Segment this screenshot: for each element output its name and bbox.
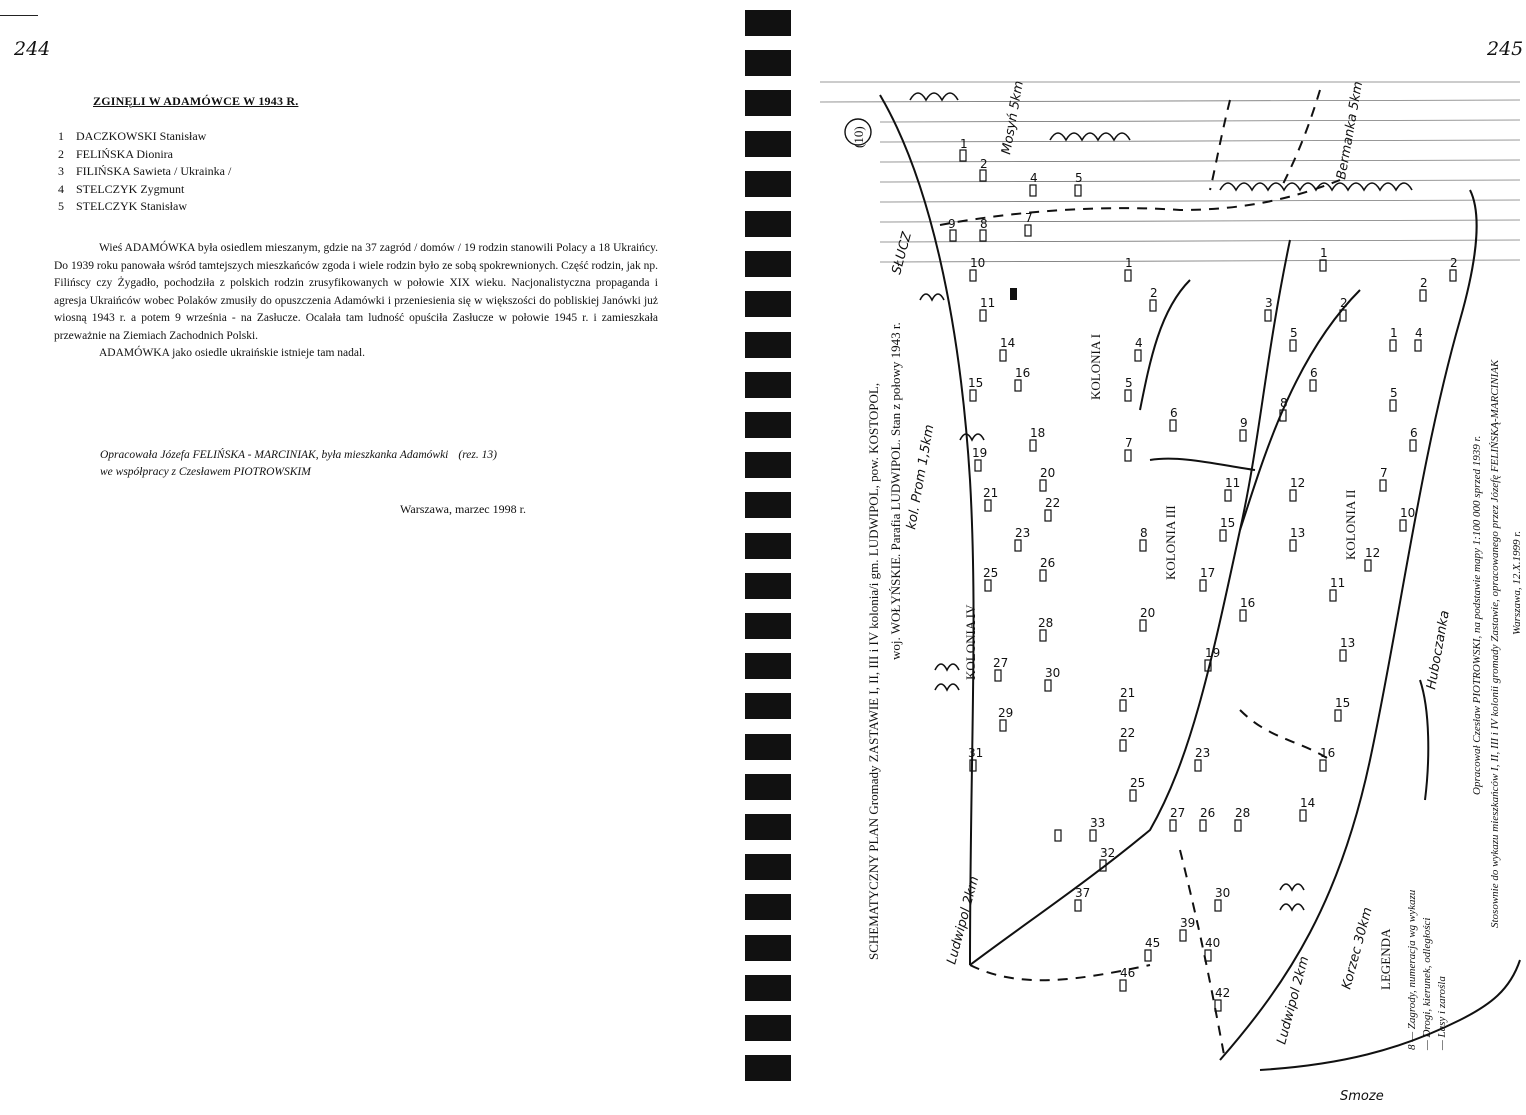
list-item: 2 FELIŃSKA Dionira	[58, 146, 173, 161]
homestead-numbers	[948, 137, 1458, 1000]
svg-text:21: 21	[1120, 686, 1136, 700]
binding-ring	[745, 131, 791, 157]
svg-text:22: 22	[1120, 726, 1136, 740]
svg-text:5: 5	[1075, 171, 1083, 185]
svg-text:11: 11	[1330, 576, 1346, 590]
forest-icon	[1280, 884, 1304, 910]
forest-icon	[920, 294, 944, 300]
place-label: Mosyń 5km	[999, 79, 1027, 156]
binding-ring	[745, 613, 791, 639]
forest-icon	[1220, 183, 1412, 190]
svg-text:42: 42	[1215, 986, 1231, 1000]
svg-text:16: 16	[1015, 366, 1031, 380]
binding-ring	[745, 814, 791, 840]
svg-text:27: 27	[993, 656, 1009, 670]
author-line: Warszawa, 12.X.1999 r.	[1511, 530, 1523, 635]
credit-note: (rez. 13)	[458, 449, 497, 461]
svg-text:7: 7	[1380, 466, 1388, 480]
binding-ring	[745, 10, 791, 36]
svg-text:45: 45	[1145, 936, 1161, 950]
svg-text:32: 32	[1100, 846, 1116, 860]
svg-text:28: 28	[1235, 806, 1251, 820]
binding-ring	[745, 492, 791, 518]
svg-text:6: 6	[1310, 366, 1318, 380]
legend-item: 8 — Zagrody, numeracja wg wykazu	[1406, 889, 1418, 1050]
place-date: Warszawa, marzec 1998 r.	[400, 502, 526, 516]
svg-text:29: 29	[998, 706, 1014, 720]
svg-text:2: 2	[1450, 256, 1458, 270]
svg-text:46: 46	[1120, 966, 1136, 980]
binding-ring	[745, 1015, 791, 1041]
page-number-left: 244	[14, 38, 51, 60]
map-title	[845, 119, 903, 960]
binding-ring	[745, 975, 791, 1001]
colony-label: KOLONIA II	[1343, 489, 1358, 560]
svg-text:1: 1	[1125, 256, 1133, 270]
svg-text:11: 11	[980, 296, 996, 310]
binding-ring	[745, 573, 791, 599]
svg-text:30: 30	[1215, 886, 1231, 900]
svg-text:14: 14	[1000, 336, 1016, 350]
author-line: Stosownie do wykazu mieszkańców I, II, III i IV kolonii gromady Zastawie, opracowanego przez Józefę FELIŃSKĄ-MARCINIAK	[1489, 359, 1501, 928]
svg-text:10: 10	[970, 256, 986, 270]
svg-text:13: 13	[1290, 526, 1306, 540]
binding-ring	[745, 90, 791, 116]
place-label: Ludwipol 2km	[944, 874, 983, 967]
place-label: Huboczanka	[1424, 609, 1453, 691]
svg-text:20: 20	[1040, 466, 1056, 480]
body-text	[54, 240, 658, 363]
svg-text:26: 26	[1200, 806, 1216, 820]
binding-ring	[745, 251, 791, 277]
page-number-right: 245	[1487, 38, 1524, 60]
binding-ring	[745, 171, 791, 197]
credit-line: Opracowała Józefa FELIŃSKA - MARCINIAK, była mieszkanka Adamówki	[100, 449, 449, 461]
binding-ring	[745, 854, 791, 880]
svg-text:13: 13	[1340, 636, 1356, 650]
forest-icon	[1050, 133, 1130, 140]
svg-text:5: 5	[1290, 326, 1298, 340]
svg-text:11: 11	[1225, 476, 1241, 490]
marked-homestead	[1010, 288, 1017, 300]
list-item: 3 FILIŃSKA Sawieta / Ukrainka /	[58, 164, 232, 178]
binding-ring	[745, 653, 791, 679]
binding-ring	[745, 372, 791, 398]
svg-text:27: 27	[1170, 806, 1186, 820]
place-label: Smoze	[1340, 1089, 1384, 1104]
svg-text:4: 4	[1415, 326, 1423, 340]
svg-text:18: 18	[1030, 426, 1046, 440]
svg-text:2: 2	[1420, 276, 1428, 290]
svg-text:15: 15	[1220, 516, 1236, 530]
binding-ring	[745, 533, 791, 559]
svg-text:17: 17	[1200, 566, 1216, 580]
svg-text:7: 7	[1025, 211, 1033, 225]
svg-text:19: 19	[972, 446, 988, 460]
svg-text:2: 2	[980, 157, 988, 171]
binding-ring	[745, 894, 791, 920]
author-line: Opracował Czesław PIOTROWSKI, na podstawie mapy 1:100 000 sprzed 1939 r.	[1471, 435, 1483, 795]
svg-text:9: 9	[1240, 416, 1248, 430]
svg-text:12: 12	[1365, 546, 1381, 560]
svg-text:8: 8	[1140, 526, 1148, 540]
place-label: Bermanka 5km	[1334, 80, 1367, 181]
svg-text:14: 14	[1300, 796, 1316, 810]
svg-text:2: 2	[1340, 296, 1348, 310]
list-item: 4 STELCZYK Zygmunt	[58, 181, 185, 196]
place-label: SŁUCZ	[889, 230, 916, 277]
binding-ring	[745, 693, 791, 719]
author-note	[1471, 359, 1523, 928]
binding-ring	[745, 935, 791, 961]
credit	[100, 447, 497, 481]
svg-text:28: 28	[1038, 616, 1054, 630]
paragraph: Wieś ADAMÓWKA była osiedlem mieszanym, gdzie na 37 zagród / domów / 19 rodzin stanowili Polacy a 18 Ukraińcy. Do 1939 roku panowała wśród tamtejszych mieszkańców zgoda i wiele rodzin było ze sobą spokrewnionych. Część rodzin, jak np. Filińscy czy Żygadło, pochodziła z polskich rodzin zrusyfikowanych w połowie XIX wieku. Nacjonalistyczna propaganda i agresja Ukraińców wobec Polaków zmusiły do opuszczenia Adamówki i przeniesienia się w większości do pobliskiej Janówki już wiosną 1943 r. a potem 9 września - na Zasłucze. Ocalała tam ludność opuściła Zasłucze w połowie 1945 r. i zamieszkała przeważnie na Ziemiach Zachodnich Polski.	[54, 242, 658, 342]
svg-text:5: 5	[1125, 376, 1133, 390]
svg-text:5: 5	[1390, 386, 1398, 400]
dashed-paths	[940, 90, 1340, 1060]
binding-ring	[745, 332, 791, 358]
svg-text:19: 19	[1205, 646, 1221, 660]
spiral-binding	[745, 10, 793, 1100]
legend-title: LEGENDA	[1378, 928, 1393, 990]
place-label: Ludwipol 2km	[1274, 954, 1313, 1047]
list-item: 1 DACZKOWSKI Stanisław	[58, 129, 207, 143]
svg-text:3: 3	[1265, 296, 1273, 310]
svg-text:1: 1	[1320, 246, 1328, 260]
list-item: 5 STELCZYK Stanisław	[58, 199, 187, 213]
svg-text:8: 8	[980, 217, 988, 231]
map-grid-lines	[820, 79, 1520, 262]
forest-icon	[910, 93, 958, 100]
svg-text:26: 26	[1040, 556, 1056, 570]
svg-text:2: 2	[1150, 286, 1158, 300]
svg-text:1: 1	[960, 137, 968, 151]
colony-label: KOLONIA I	[1088, 333, 1103, 400]
place-label: kol. Prom 1,5km	[904, 423, 938, 531]
svg-text:31: 31	[968, 746, 984, 760]
binding-ring	[745, 774, 791, 800]
binding-ring	[745, 291, 791, 317]
road-kolonia-ii-a	[1240, 290, 1360, 530]
credit-line: we współpracy z Czesławem PIOTROWSKIM	[100, 466, 311, 478]
colony-labels	[963, 334, 1358, 680]
svg-text:22: 22	[1045, 496, 1061, 510]
svg-text:6: 6	[1410, 426, 1418, 440]
page-title: ZGINĘLI W ADAMÓWCE W 1943 R.	[93, 94, 299, 108]
road-branch	[1150, 459, 1255, 470]
legend	[1378, 889, 1448, 1051]
map-title-line: woj. WOŁYŃSKIE. Parafia LUDWIPOL. Stan z połowy 1943 r.	[888, 322, 903, 660]
svg-text:23: 23	[1015, 526, 1031, 540]
legend-item: — Lasy i zarośla	[1436, 976, 1448, 1050]
svg-text:4: 4	[1030, 171, 1038, 185]
page-badge: (10)	[851, 126, 866, 148]
svg-text:15: 15	[1335, 696, 1351, 710]
svg-text:1: 1	[1390, 326, 1398, 340]
binding-ring	[745, 211, 791, 237]
forest-icon	[935, 664, 959, 690]
svg-text:37: 37	[1075, 886, 1091, 900]
binding-ring	[745, 1055, 791, 1081]
svg-text:30: 30	[1045, 666, 1061, 680]
svg-text:21: 21	[983, 486, 999, 500]
settlement-map	[820, 60, 1526, 1105]
homesteads	[950, 150, 1456, 1011]
svg-text:16: 16	[1320, 746, 1336, 760]
svg-text:16: 16	[1240, 596, 1256, 610]
svg-text:40: 40	[1205, 936, 1221, 950]
svg-text:20: 20	[1140, 606, 1156, 620]
svg-text:39: 39	[1180, 916, 1196, 930]
road-huboczanka	[1420, 680, 1428, 800]
road-kolonia-i	[1140, 280, 1190, 410]
svg-text:6: 6	[1170, 406, 1178, 420]
svg-text:12: 12	[1290, 476, 1306, 490]
victims-list	[58, 128, 231, 216]
svg-text:33: 33	[1090, 816, 1106, 830]
svg-text:7: 7	[1125, 436, 1133, 450]
colony-label: KOLONIA IV	[963, 604, 978, 680]
svg-text:8: 8	[1280, 396, 1288, 410]
svg-text:10: 10	[1400, 506, 1416, 520]
svg-text:4: 4	[1135, 336, 1143, 350]
binding-ring	[745, 734, 791, 760]
place-label: Korzec 30km	[1339, 905, 1376, 992]
svg-text:15: 15	[968, 376, 984, 390]
svg-text:25: 25	[1130, 776, 1146, 790]
svg-text:25: 25	[983, 566, 999, 580]
map-title-line: SCHEMATYCZNY PLAN Gromady ZASTAWIE I, II, III i IV kolonia/i gm. LUDWIPOL, pow. KOSTOPOL,	[866, 382, 881, 960]
svg-text:23: 23	[1195, 746, 1211, 760]
binding-ring	[745, 452, 791, 478]
svg-text:9: 9	[948, 217, 956, 231]
forest-icon	[960, 434, 984, 440]
colony-label: KOLONIA III	[1163, 505, 1178, 580]
binding-ring	[745, 50, 791, 76]
left-page	[0, 0, 740, 1115]
legend-item: — Drogi, kierunek, odległości	[1421, 917, 1433, 1050]
binding-ring	[745, 412, 791, 438]
paragraph: ADAMÓWKA jako osiedle ukraińskie istnieje tam nadal.	[99, 347, 366, 359]
